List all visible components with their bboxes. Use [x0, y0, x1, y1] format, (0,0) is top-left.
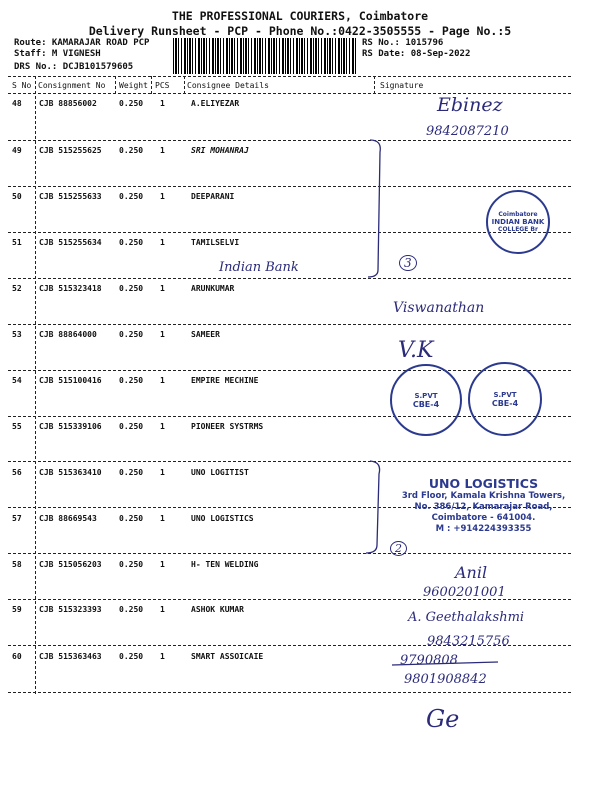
cell-pcs: 1 — [160, 652, 165, 661]
uno-stamp-line: Coimbatore - 641004. — [431, 513, 536, 523]
stamp-text: S.PVT — [493, 390, 517, 399]
hw-name-52: Viswanathan — [393, 300, 485, 316]
cell-pcs: 1 — [160, 468, 165, 477]
cell-sno: 49 — [12, 146, 22, 155]
hw-signature-48: Ebinez — [437, 94, 503, 116]
cell-pcs: 1 — [160, 146, 165, 155]
hw-footer-signature: Ge — [426, 705, 460, 733]
hw-signature-53: V.K — [398, 338, 434, 363]
uno-stamp-line: 3rd Floor, Kamala Krishna Towers, — [401, 491, 566, 501]
cell-sno: 57 — [12, 514, 22, 523]
cell-consignee: A.ELIYEZAR — [191, 99, 240, 108]
cell-sno: 53 — [12, 330, 22, 339]
hw-count-57: 2 — [390, 541, 407, 556]
staff-label: Staff: M VIGNESH — [14, 49, 101, 59]
cell-consignee: ARUNKUMAR — [191, 284, 235, 293]
stamp-text: CBE-4 — [491, 398, 519, 408]
stamp-text: CBE-4 — [412, 399, 440, 409]
cell-pcs: 1 — [160, 376, 165, 385]
hw-name-59: A. Geethalakshmi — [408, 610, 525, 625]
cell-weight: 0.250 — [119, 99, 144, 108]
company-stamp-1 — [390, 364, 462, 436]
cell-pcs: 1 — [160, 560, 165, 569]
hw-indian-bank: Indian Bank — [219, 260, 299, 275]
cell-sno: 59 — [12, 605, 22, 614]
col-header-consignment: Consignment No — [38, 81, 106, 90]
rs-number: RS No.: 1015796 — [362, 38, 444, 48]
cell-weight: 0.250 — [119, 192, 144, 201]
stamp-text: S.PVT — [414, 391, 438, 400]
cell-consignee: EMPIRE MECHINE — [191, 376, 259, 385]
col-header-consignee: Consignee Details — [187, 81, 269, 90]
runsheet-subtitle: Delivery Runsheet - PCP - Phone No.:0422-3505555 - Page No.:5 — [88, 24, 512, 38]
cell-consignment: CJB 515255633 — [39, 192, 102, 201]
cell-weight: 0.250 — [119, 605, 144, 614]
indian-bank-stamp — [486, 190, 550, 254]
cell-weight: 0.250 — [119, 330, 144, 339]
cell-pcs: 1 — [160, 99, 165, 108]
col-header-sno: S No — [12, 81, 32, 90]
stamp-text: Coimbatore — [498, 211, 538, 218]
cell-consignment: CJB 515255625 — [39, 146, 102, 155]
cell-consignment: CJB 88864000 — [39, 330, 97, 339]
cell-weight: 0.250 — [119, 422, 144, 431]
cell-consignment: CJB 515363410 — [39, 468, 102, 477]
cell-pcs: 1 — [160, 605, 165, 614]
cell-sno: 58 — [12, 560, 22, 569]
cell-weight: 0.250 — [119, 560, 144, 569]
bracket-rows-56-57 — [366, 461, 380, 553]
uno-stamp-line: M : +914224393355 — [435, 524, 532, 534]
cell-consignment: CJB 88669543 — [39, 514, 97, 523]
cell-sno: 56 — [12, 468, 22, 477]
hw-signature-58: Anil — [455, 563, 488, 582]
cell-consignee: UNO LOGISTICS — [191, 514, 254, 523]
col-header-pcs: PCS — [155, 81, 170, 90]
uno-stamp-line: No. 386/12, Kamarajar Road, — [414, 502, 553, 512]
cell-consignee: PIONEER SYSTRMS — [191, 422, 264, 431]
cell-sno: 50 — [12, 192, 22, 201]
hw-phone-58: 9600201001 — [423, 585, 506, 600]
cell-consignee: DEEPARANI — [191, 192, 235, 201]
cell-consignee: SMART ASSOICAIE — [191, 652, 264, 661]
cell-consignment: CJB 515323393 — [39, 605, 102, 614]
cell-weight: 0.250 — [119, 284, 144, 293]
col-header-signature: Signature — [380, 81, 424, 90]
drs-number: DRS No.: DCJB101579605 — [14, 62, 134, 72]
hw-phone-60-a: 9790808 — [400, 653, 458, 668]
cell-consignee: ASHOK KUMAR — [191, 605, 244, 614]
rs-date: RS Date: 08-Sep-2022 — [362, 49, 471, 59]
cell-consignee: H- TEN WELDING — [191, 560, 259, 569]
cell-consignment: CJB 515255634 — [39, 238, 102, 247]
cell-pcs: 1 — [160, 330, 165, 339]
cell-consignment: CJB 515056203 — [39, 560, 102, 569]
cell-consignee: SRI MOHANRAJ — [191, 146, 249, 155]
cell-sno: 60 — [12, 652, 22, 661]
company-stamp-2 — [468, 362, 542, 436]
cell-weight: 0.250 — [119, 238, 144, 247]
hw-phone-60-b: 9801908842 — [404, 672, 487, 687]
bracket-rows-49-51 — [368, 140, 380, 277]
cell-consignment: CJB 515363463 — [39, 652, 102, 661]
cell-sno: 48 — [12, 99, 22, 108]
cell-pcs: 1 — [160, 284, 165, 293]
cell-sno: 51 — [12, 238, 22, 247]
uno-stamp-title: UNO LOGISTICS — [428, 476, 539, 491]
runsheet-title: THE PROFESSIONAL COURIERS, Coimbatore — [171, 9, 429, 23]
cell-weight: 0.250 — [119, 652, 144, 661]
cell-weight: 0.250 — [119, 146, 144, 155]
cell-weight: 0.250 — [119, 376, 144, 385]
cell-consignee: UNO LOGITIST — [191, 468, 249, 477]
hw-phone-59: 9843215756 — [427, 634, 510, 649]
cell-weight: 0.250 — [119, 514, 144, 523]
cell-sno: 55 — [12, 422, 22, 431]
cell-consignee: SAMEER — [191, 330, 220, 339]
cell-pcs: 1 — [160, 238, 165, 247]
uno-logistics-stamp — [396, 476, 571, 535]
cell-consignment: CJB 515339106 — [39, 422, 102, 431]
cell-pcs: 1 — [160, 514, 165, 523]
stamp-text: COLLEGE Br — [498, 226, 538, 233]
cell-sno: 52 — [12, 284, 22, 293]
hw-phone-48: 9842087210 — [426, 124, 509, 139]
route-label: Route: KAMARAJAR ROAD PCP — [14, 38, 150, 48]
cell-consignee: TAMILSELVI — [191, 238, 240, 247]
cell-pcs: 1 — [160, 422, 165, 431]
cell-pcs: 1 — [160, 192, 165, 201]
hw-count-51: 3 — [399, 255, 417, 271]
cell-consignment: CJB 515323418 — [39, 284, 102, 293]
cell-consignment: CJB 88856002 — [39, 99, 97, 108]
cell-weight: 0.250 — [119, 468, 144, 477]
col-header-weight: Weight — [119, 81, 148, 90]
cell-sno: 54 — [12, 376, 22, 385]
stamp-text: INDIAN BANK — [491, 218, 545, 226]
cell-consignment: CJB 515100416 — [39, 376, 102, 385]
